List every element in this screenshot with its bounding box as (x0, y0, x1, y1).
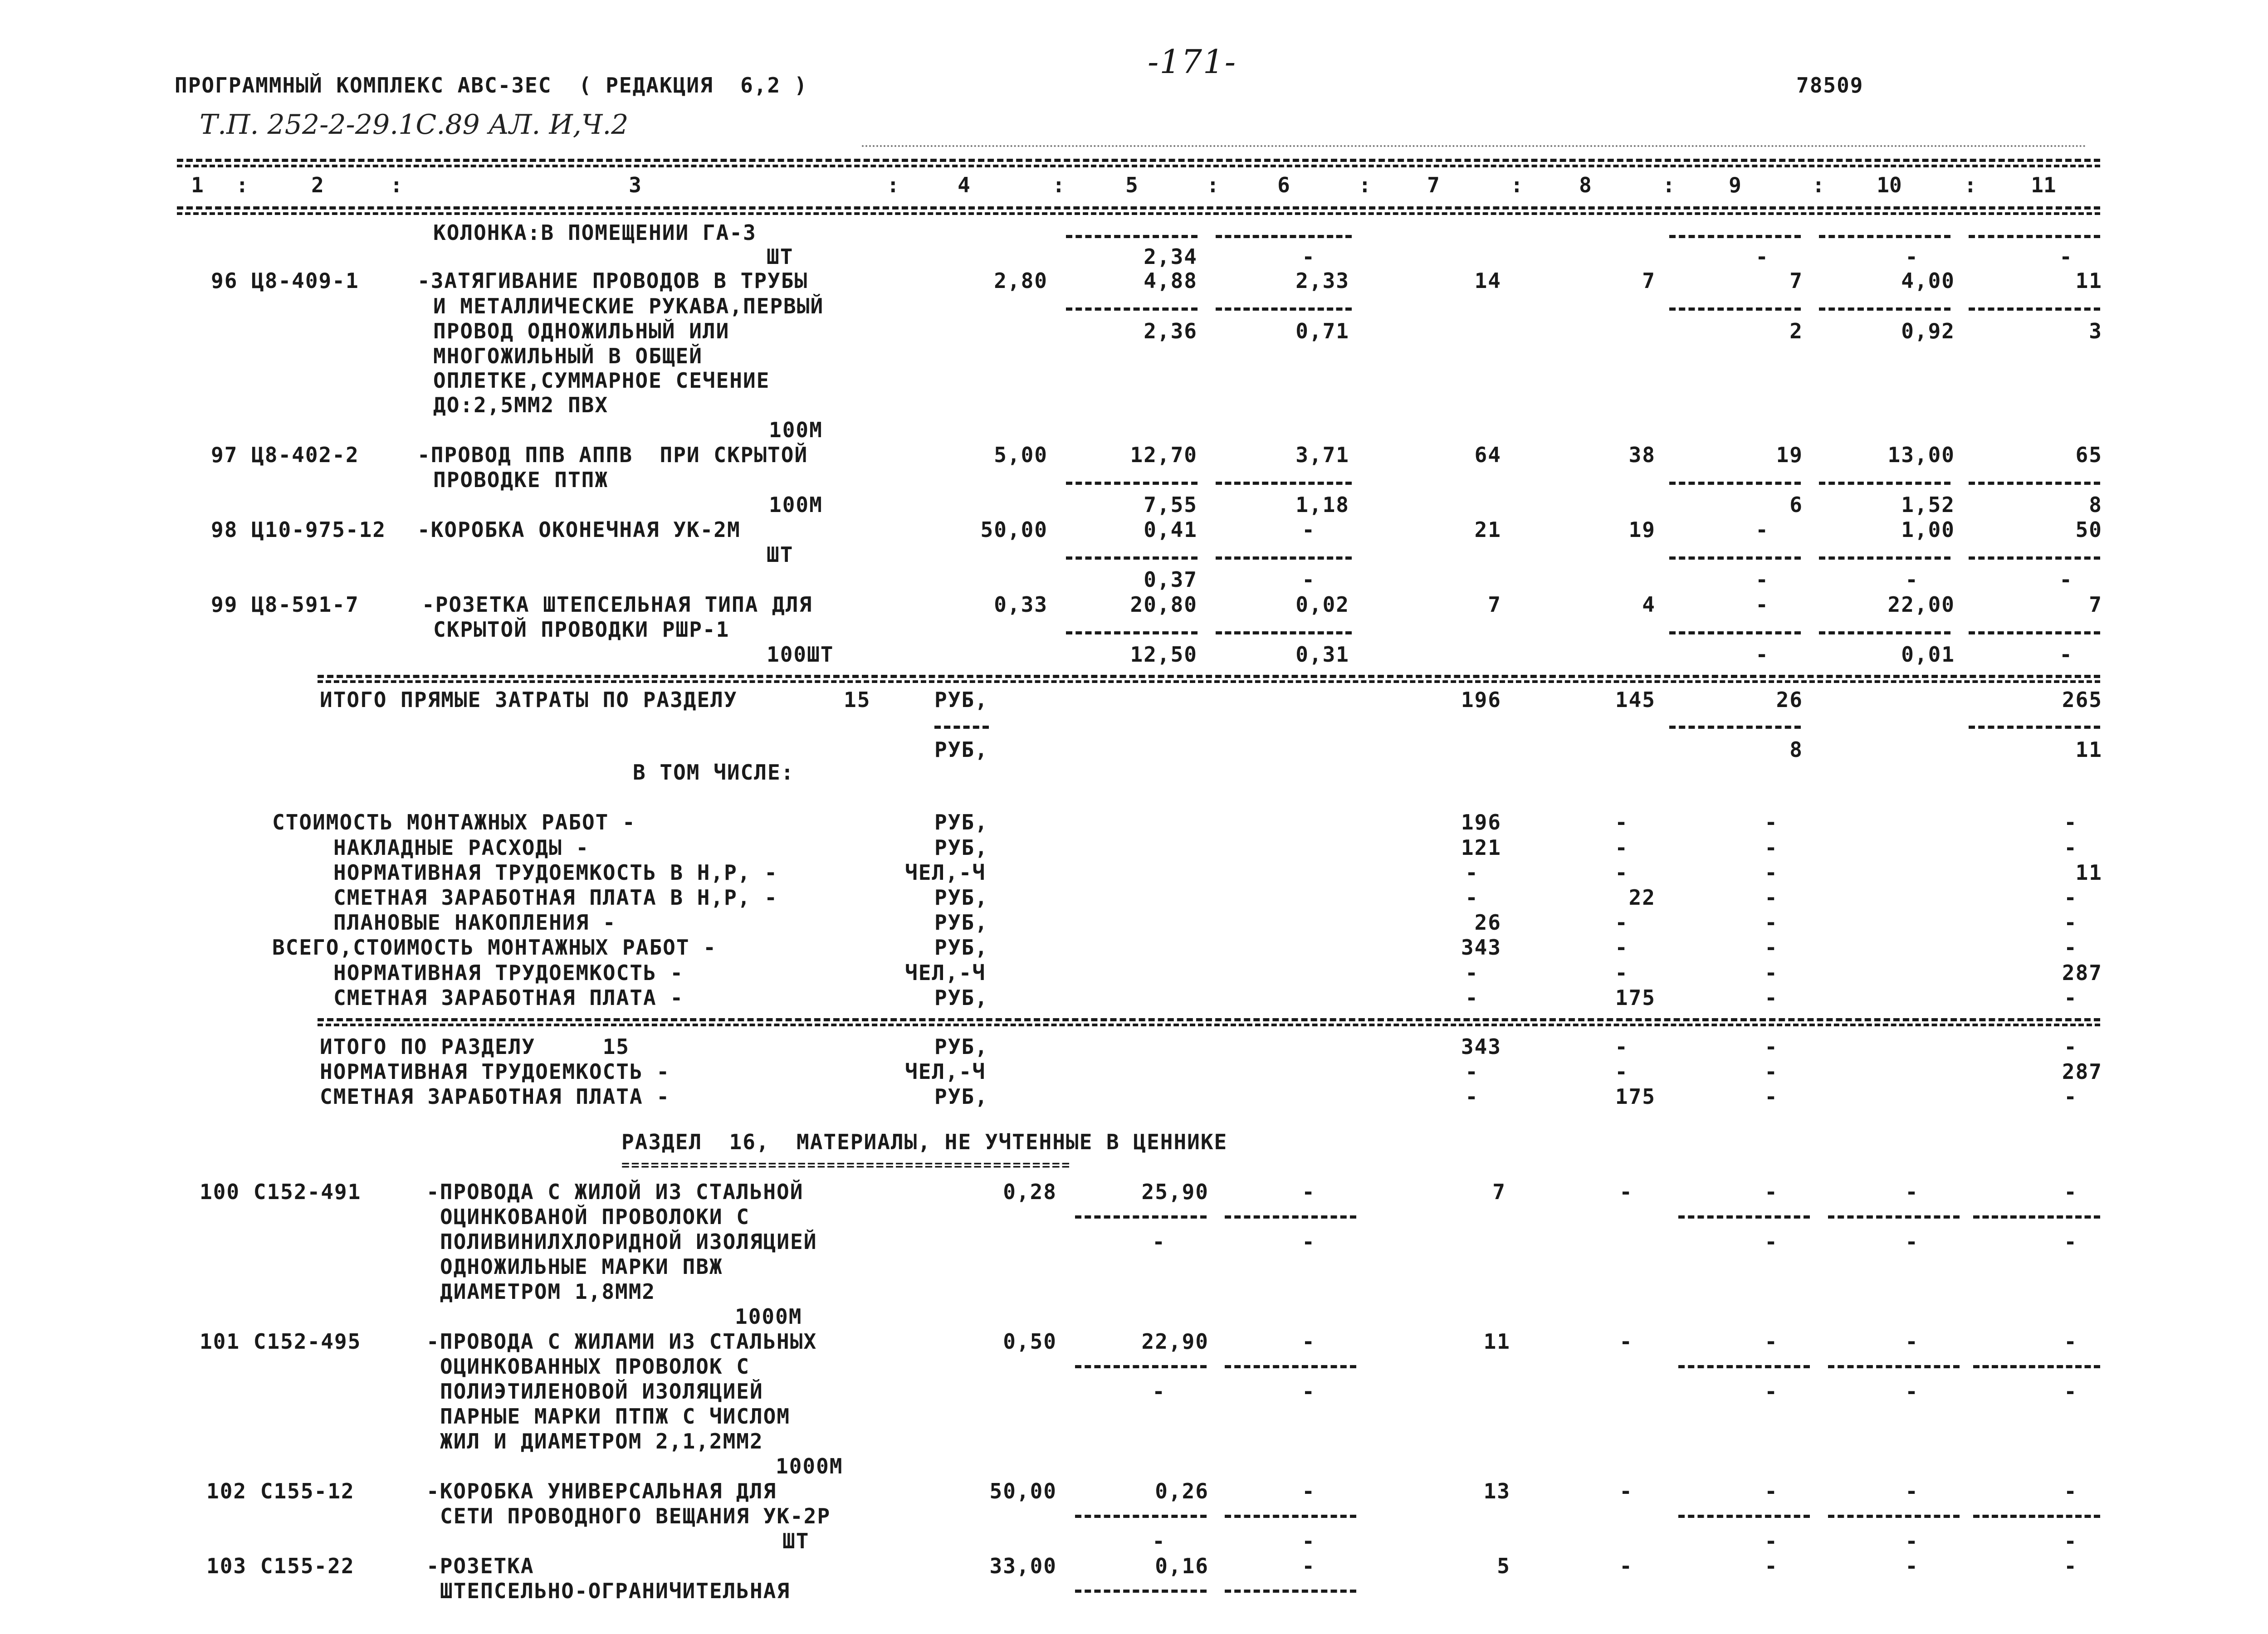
item-c11: 50 (2075, 517, 2102, 542)
item-c7: 7 (1488, 592, 1501, 617)
header-program-title: ПРОГРАММНЫЙ КОМПЛЕКС АВС-3ЕС ( РЕДАКЦИЯ 6,2 ) (175, 73, 808, 98)
summary-unit: РУБ, (934, 835, 988, 860)
section-total-c9: - (1765, 1084, 1778, 1109)
summary-c9: - (1765, 860, 1778, 885)
carry-over-title: КОЛОНКА:В ПОМЕЩЕНИИ ГА-3 (433, 220, 757, 245)
summary-c11: 287 (2062, 961, 2102, 985)
summary-c7: 196 (1461, 810, 1501, 834)
summary-c9: - (1765, 835, 1778, 860)
section-16-title: РАЗДЕЛ 16, МАТЕРИАЛЫ, НЕ УЧТЕННЫЕ В ЦЕННИКЕ (621, 1130, 1228, 1154)
item-code: 99 Ц8-591-7 (211, 592, 359, 617)
item-desc-line: -КОРОБКА УНИВЕРСАЛЬНАЯ ДЛЯ (426, 1479, 777, 1503)
item-c8: - (1619, 1180, 1633, 1204)
section-total-c11: - (2064, 1034, 2077, 1059)
summary-label: НАКЛАДНЫЕ РАСХОДЫ - (333, 835, 590, 860)
item-s9: - (1765, 1379, 1778, 1404)
totals-unit-2: РУБ, (934, 737, 988, 762)
totals-unit: РУБ, (934, 688, 988, 712)
item-s9: - (1765, 1529, 1778, 1553)
summary-c11: - (2064, 810, 2077, 834)
item-c5: 22,90 (1141, 1329, 1209, 1354)
item-desc-line: СЕТИ ПРОВОДНОГО ВЕЩАНИЯ УК-2Р (440, 1504, 831, 1528)
item-s6: - (1302, 567, 1315, 592)
item-unit: 100М (769, 418, 823, 442)
carry-over-c10: - (1905, 244, 1919, 269)
summary-c9: - (1765, 961, 1778, 985)
item-s10: 0,01 (1901, 642, 1955, 667)
header-rule-bottom (177, 206, 2100, 210)
item-c10: 4,00 (1901, 268, 1955, 293)
item-desc-line: ДИАМЕТРОМ 1,8ММ2 (440, 1279, 656, 1304)
col-num-8: 8 (1579, 173, 1592, 197)
col-num-11: 11 (2031, 173, 2056, 197)
section-total-c7: - (1465, 1084, 1479, 1109)
summary-unit: РУБ, (934, 885, 988, 910)
item-code: 97 Ц8-402-2 (211, 443, 359, 467)
summary-c11: 11 (2075, 860, 2102, 885)
summary-label: СТОИМОСТЬ МОНТАЖНЫХ РАБОТ - (272, 810, 636, 834)
summary-c9: - (1765, 910, 1778, 935)
item-desc-line: ПРОВОДКЕ ПТПЖ (433, 468, 609, 492)
item-c10: 22,00 (1887, 592, 1955, 617)
item-c4: 2,80 (994, 268, 1048, 293)
item-s11: 3 (2089, 319, 2102, 343)
col-num-6: 6 (1277, 173, 1290, 197)
item-desc-line: ЖИЛ И ДИАМЕТРОМ 2,1,2ММ2 (440, 1429, 763, 1454)
item-desc-line: ОЦИНКОВАННЫХ ПРОВОЛОК С (440, 1354, 750, 1379)
summary-c9: - (1765, 885, 1778, 910)
item-c8: 7 (1642, 268, 1656, 293)
handwritten-note: Т.П. 252-2-29.1С.89 АЛ. И,Ч.2 (200, 109, 629, 141)
item-desc-line: -РОЗЕТКА (426, 1554, 534, 1578)
col-num-5: 5 (1125, 173, 1138, 197)
item-c6: 3,71 (1295, 443, 1349, 467)
carry-over-c9: - (1755, 244, 1769, 269)
col-num-10: 10 (1877, 173, 1902, 197)
item-desc-line: ДО:2,5ММ2 ПВХ (433, 393, 609, 417)
item-unit: 100ШТ (767, 642, 834, 667)
item-c11: - (2064, 1479, 2077, 1503)
totals-label: ИТОГО ПРЯМЫЕ ЗАТРАТЫ ПО РАЗДЕЛУ (320, 688, 738, 712)
item-desc-line: ПОЛИЭТИЛЕНОВОЙ ИЗОЛЯЦИЕЙ (440, 1379, 763, 1404)
item-s11: - (2064, 1529, 2077, 1553)
section-total-c8: - (1615, 1059, 1628, 1084)
item-c9: - (1765, 1479, 1778, 1503)
summary-c9: - (1765, 810, 1778, 834)
item-c9: - (1755, 517, 1769, 542)
item-c8: - (1619, 1479, 1633, 1503)
summary-label: СМЕТНАЯ ЗАРАБОТНАЯ ПЛАТА В Н,Р, - (333, 885, 778, 910)
summary-label: НОРМАТИВНАЯ ТРУДОЕМКОСТЬ - (333, 961, 684, 985)
totals-rule (318, 675, 2100, 678)
item-s11: - (2064, 1379, 2077, 1404)
item-desc-line: ОДНОЖИЛЬНЫЕ МАРКИ ПВЖ (440, 1254, 723, 1279)
item-s5: 12,50 (1130, 642, 1198, 667)
summary-unit: РУБ, (934, 985, 988, 1010)
totals-c11: 265 (2062, 688, 2102, 712)
item-s11: 8 (2089, 493, 2102, 517)
item-c7: 21 (1474, 517, 1501, 542)
totals-c9: 26 (1776, 688, 1803, 712)
col-num-3: 3 (629, 173, 641, 197)
section-total-c8: 175 (1615, 1084, 1656, 1109)
carry-over-unit: ШТ (767, 244, 794, 269)
item-c4: 0,50 (1003, 1329, 1057, 1354)
summary-c7: - (1465, 885, 1479, 910)
summary-c8: 175 (1615, 985, 1656, 1010)
item-code: 98 Ц10-975-12 (211, 517, 386, 542)
item-desc-line: МНОГОЖИЛЬНЫЙ В ОБЩЕЙ (433, 344, 703, 368)
item-c4: 5,00 (994, 443, 1048, 467)
carry-over-c11: - (2059, 244, 2073, 269)
item-s6: 1,18 (1295, 493, 1349, 517)
item-desc-line: -РОЗЕТКА ШТЕПСЕЛЬНАЯ ТИПА ДЛЯ (422, 592, 813, 617)
item-s5: 2,36 (1144, 319, 1198, 343)
section-total-label: СМЕТНАЯ ЗАРАБОТНАЯ ПЛАТА - (320, 1084, 670, 1109)
item-desc-line: ШТЕПСЕЛЬНО-ОГРАНИЧИТЕЛЬНАЯ (440, 1579, 791, 1603)
item-c5: 0,16 (1155, 1554, 1209, 1578)
item-c11: - (2064, 1180, 2077, 1204)
item-c8: 19 (1628, 517, 1656, 542)
summary-c7: 121 (1461, 835, 1501, 860)
summary-c9: - (1765, 985, 1778, 1010)
item-s10: - (1905, 1229, 1919, 1254)
faint-dotted-line (862, 145, 2087, 147)
item-s9: 2 (1789, 319, 1803, 343)
item-c8: 38 (1628, 443, 1656, 467)
item-c11: - (2064, 1329, 2077, 1354)
item-s10: - (1905, 1379, 1919, 1404)
item-c6: - (1302, 1554, 1315, 1578)
summary-c8: - (1615, 810, 1628, 834)
col-num-7: 7 (1427, 173, 1440, 197)
col-num-2: 2 (311, 173, 324, 197)
item-c6: - (1302, 517, 1315, 542)
totals-section: 15 (844, 688, 871, 712)
summary-c8: - (1615, 835, 1628, 860)
item-s6: - (1302, 1229, 1315, 1254)
summary-c11: - (2064, 935, 2077, 960)
section-total-c11: 287 (2062, 1059, 2102, 1084)
item-c11: 7 (2089, 592, 2102, 617)
item-code: 100 С152-491 (200, 1180, 362, 1204)
item-c7: 7 (1492, 1180, 1506, 1204)
item-desc-line: -КОРОБКА ОКОНЕЧНАЯ УК-2М (417, 517, 741, 542)
carry-over-c5: 2,34 (1144, 244, 1198, 269)
item-c10: - (1905, 1180, 1919, 1204)
item-desc-line: ПАРНЫЕ МАРКИ ПТПЖ С ЧИСЛОМ (440, 1404, 791, 1429)
item-c4: 0,33 (994, 592, 1048, 617)
section-total-rule (318, 1018, 2100, 1021)
section-total-label: НОРМАТИВНАЯ ТРУДОЕМКОСТЬ - (320, 1059, 670, 1084)
item-desc-line: СКРЫТОЙ ПРОВОДКИ РШР-1 (433, 617, 730, 642)
item-s6: - (1302, 1379, 1315, 1404)
item-unit: 100М (769, 493, 823, 517)
item-c10: 13,00 (1887, 443, 1955, 467)
summary-c11: - (2064, 985, 2077, 1010)
item-c10: - (1905, 1554, 1919, 1578)
item-c6: - (1302, 1180, 1315, 1204)
summary-c7: - (1465, 961, 1479, 985)
item-desc-line: -ПРОВОД ППВ АППВ ПРИ СКРЫТОЙ (417, 443, 808, 467)
item-c5: 0,26 (1155, 1479, 1209, 1503)
item-desc-line: -ПРОВОДА С ЖИЛАМИ ИЗ СТАЛЬНЫХ (426, 1329, 817, 1354)
col-num-1: 1 (191, 173, 204, 197)
item-s11: - (2059, 642, 2073, 667)
item-s10: - (1905, 1529, 1919, 1553)
item-c6: - (1302, 1479, 1315, 1503)
item-c6: - (1302, 1329, 1315, 1354)
item-c11: 11 (2075, 268, 2102, 293)
header-rule-top-2 (177, 165, 2100, 167)
item-s6: - (1302, 1529, 1315, 1553)
item-c8: - (1619, 1554, 1633, 1578)
item-c5: 12,70 (1130, 443, 1198, 467)
summary-c8: - (1615, 935, 1628, 960)
item-desc-line: -ЗАТЯГИВАНИЕ ПРОВОДОВ В ТРУБЫ (417, 268, 808, 293)
item-code: 96 Ц8-409-1 (211, 268, 359, 293)
summary-label: ВСЕГО,СТОИМОСТЬ МОНТАЖНЫХ РАБОТ - (272, 935, 717, 960)
summary-c8: 22 (1628, 885, 1656, 910)
item-c7: 11 (1483, 1329, 1510, 1354)
item-unit: ШТ (767, 542, 794, 567)
summary-c9: - (1765, 935, 1778, 960)
including-label: В ТОМ ЧИСЛЕ: (633, 760, 795, 785)
section-total-unit: РУБ, (934, 1084, 988, 1109)
item-s6: 0,31 (1295, 642, 1349, 667)
item-c4: 50,00 (989, 1479, 1057, 1503)
item-c10: 1,00 (1901, 517, 1955, 542)
item-desc-line: ПОЛИВИНИЛХЛОРИДНОЙ ИЗОЛЯЦИЕЙ (440, 1229, 817, 1254)
item-c7: 64 (1474, 443, 1501, 467)
summary-c8: - (1615, 910, 1628, 935)
item-s10: - (1905, 567, 1919, 592)
item-s5: 0,37 (1144, 567, 1198, 592)
item-s5: 7,55 (1144, 493, 1198, 517)
item-s6: 0,71 (1295, 319, 1349, 343)
item-c4: 0,28 (1003, 1180, 1057, 1204)
summary-unit: ЧЕЛ,-Ч (905, 961, 986, 985)
summary-unit: ЧЕЛ,-Ч (905, 860, 986, 885)
summary-unit: РУБ, (934, 910, 988, 935)
item-c7: 14 (1474, 268, 1501, 293)
section-total-c7: 343 (1461, 1034, 1501, 1059)
item-c9: - (1765, 1180, 1778, 1204)
section-total-c9: - (1765, 1059, 1778, 1084)
summary-c8: - (1615, 860, 1628, 885)
totals-c7: 196 (1461, 688, 1501, 712)
totals-c9b: 8 (1789, 737, 1803, 762)
item-s9: - (1755, 567, 1769, 592)
item-unit: 1000М (776, 1454, 843, 1478)
item-c6: 0,02 (1295, 592, 1349, 617)
section-total-c7: - (1465, 1059, 1479, 1084)
item-s9: - (1765, 1229, 1778, 1254)
item-c5: 4,88 (1144, 268, 1198, 293)
header-document-number: 78509 (1796, 73, 1864, 98)
item-desc-line: -ПРОВОДА С ЖИЛОЙ ИЗ СТАЛЬНОЙ (426, 1180, 804, 1204)
summary-c7: 343 (1461, 935, 1501, 960)
item-c10: - (1905, 1479, 1919, 1503)
item-c9: 19 (1776, 443, 1803, 467)
item-desc-line: ОПЛЕТКЕ,СУММАРНОЕ СЕЧЕНИЕ (433, 368, 770, 393)
summary-unit: РУБ, (934, 935, 988, 960)
item-c9: - (1765, 1554, 1778, 1578)
summary-label: НОРМАТИВНАЯ ТРУДОЕМКОСТЬ В Н,Р, - (333, 860, 778, 885)
item-c6: 2,33 (1295, 268, 1349, 293)
section-total-unit: ЧЕЛ,-Ч (905, 1059, 986, 1084)
item-c9: - (1765, 1329, 1778, 1354)
item-c11: 65 (2075, 443, 2102, 467)
item-unit: 1000М (735, 1304, 802, 1329)
col-num-9: 9 (1729, 173, 1741, 197)
item-code: 101 С152-495 (200, 1329, 362, 1354)
item-c9: 7 (1789, 268, 1803, 293)
item-desc-line: ПРОВОД ОДНОЖИЛЬНЫЙ ИЛИ (433, 319, 730, 343)
summary-label: СМЕТНАЯ ЗАРАБОТНАЯ ПЛАТА - (333, 985, 684, 1010)
col-num-4: 4 (958, 173, 970, 197)
item-c4: 33,00 (989, 1554, 1057, 1578)
section-total-label: ИТОГО ПО РАЗДЕЛУ 15 (320, 1034, 630, 1059)
item-s11: - (2059, 567, 2073, 592)
item-s5: - (1152, 1379, 1166, 1404)
page-number: -171- (1148, 43, 1237, 81)
summary-c11: - (2064, 835, 2077, 860)
summary-c7: 26 (1474, 910, 1501, 935)
item-c5: 20,80 (1130, 592, 1198, 617)
item-unit: ШТ (782, 1529, 810, 1553)
section-total-c9: - (1765, 1034, 1778, 1059)
section-total-c8: - (1615, 1034, 1628, 1059)
summary-c11: - (2064, 910, 2077, 935)
item-c8: 4 (1642, 592, 1656, 617)
item-c7: 13 (1483, 1479, 1510, 1503)
item-s5: - (1152, 1529, 1166, 1553)
item-c10: - (1905, 1329, 1919, 1354)
item-c5: 0,41 (1144, 517, 1198, 542)
item-c5: 25,90 (1141, 1180, 1209, 1204)
header-rule-top (177, 159, 2100, 162)
item-code: 103 С155-22 (206, 1554, 355, 1578)
item-c4: 50,00 (980, 517, 1048, 542)
summary-c7: - (1465, 985, 1479, 1010)
item-c8: - (1619, 1329, 1633, 1354)
header-rule-bottom-2 (177, 212, 2100, 215)
item-s9: - (1755, 642, 1769, 667)
section-total-c11: - (2064, 1084, 2077, 1109)
item-c9: - (1755, 592, 1769, 617)
summary-unit: РУБ, (934, 810, 988, 834)
summary-label: ПЛАНОВЫЕ НАКОПЛЕНИЯ - (333, 910, 616, 935)
section-total-unit: РУБ, (934, 1034, 988, 1059)
totals-c8: 145 (1615, 688, 1656, 712)
summary-c11: - (2064, 885, 2077, 910)
item-s5: - (1152, 1229, 1166, 1254)
summary-c7: - (1465, 860, 1479, 885)
summary-c8: - (1615, 961, 1628, 985)
item-desc-line: ОЦИНКОВАНОЙ ПРОВОЛОКИ С (440, 1205, 750, 1229)
item-c11: - (2064, 1554, 2077, 1578)
section-16-underline: ============================================== (621, 1157, 1071, 1173)
item-s10: 0,92 (1901, 319, 1955, 343)
item-code: 102 С155-12 (206, 1479, 355, 1503)
item-s9: 6 (1789, 493, 1803, 517)
item-c7: 5 (1497, 1554, 1510, 1578)
item-s10: 1,52 (1901, 493, 1955, 517)
item-desc-line: И МЕТАЛЛИЧЕСКИЕ РУКАВА,ПЕРВЫЙ (433, 294, 824, 318)
carry-over-c6: - (1302, 244, 1315, 269)
item-s11: - (2064, 1229, 2077, 1254)
totals-c11b: 11 (2075, 737, 2102, 762)
